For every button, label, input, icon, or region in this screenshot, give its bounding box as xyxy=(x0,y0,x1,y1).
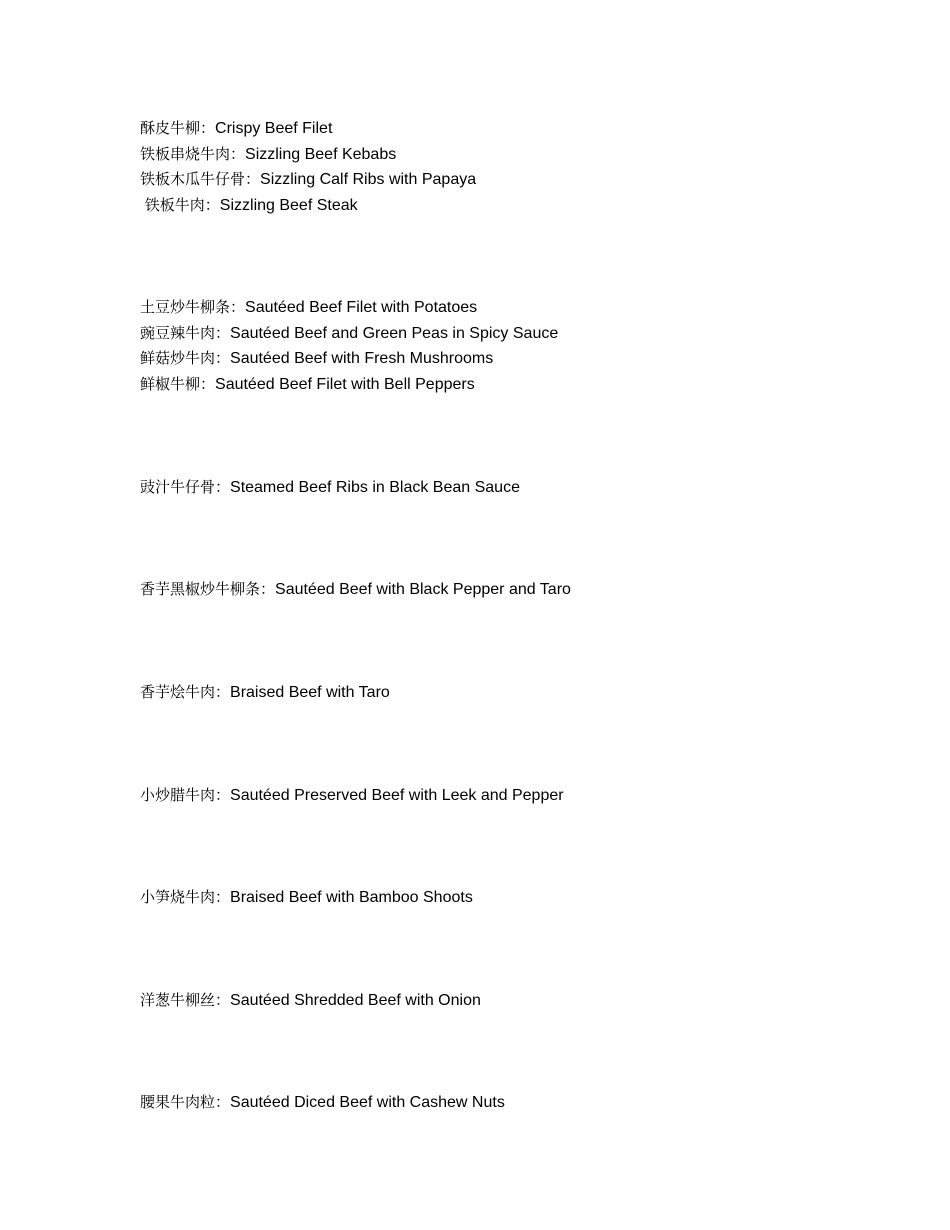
dish-name-chinese: 腰果牛肉粒： xyxy=(140,1093,231,1111)
dish-name-english: Sautéed Beef Filet with Bell Peppers xyxy=(215,376,475,393)
menu-item xyxy=(140,785,564,806)
menu-item xyxy=(140,682,390,703)
dish-name-english: Sizzling Calf Ribs with Papaya xyxy=(260,171,477,188)
dish-name-english: Sautéed Preserved Beef with Leek and Pepper xyxy=(230,787,564,804)
menu-item xyxy=(140,1092,505,1113)
menu-item xyxy=(140,144,396,165)
dish-name-english: Sautéed Beef Filet with Potatoes xyxy=(245,299,478,316)
dish-name-english: Sautéed Diced Beef with Cashew Nuts xyxy=(230,1094,505,1111)
dish-name-english: Steamed Beef Ribs in Black Bean Sauce xyxy=(230,479,520,496)
dish-name-english: Sautéed Shredded Beef with Onion xyxy=(230,992,481,1009)
dish-name-chinese: 鲜椒牛柳： xyxy=(140,375,216,393)
dish-name-english: Sautéed Beef and Green Peas in Spicy Sauce xyxy=(230,325,559,342)
menu-item xyxy=(140,579,571,600)
menu-item xyxy=(140,323,558,344)
menu-item xyxy=(140,195,358,216)
menu-item xyxy=(140,887,473,908)
dish-name-chinese: 香芋烩牛肉： xyxy=(140,683,231,701)
dish-name-chinese: 鲜菇炒牛肉： xyxy=(140,349,231,367)
dish-name-english: Braised Beef with Bamboo Shoots xyxy=(230,889,473,906)
menu-item xyxy=(140,348,493,369)
dish-name-chinese: 洋葱牛柳丝： xyxy=(140,991,231,1009)
dish-name-chinese: 铁板牛肉： xyxy=(140,196,220,214)
dish-name-chinese: 香芋黑椒炒牛柳条： xyxy=(140,580,276,598)
dish-name-chinese: 豌豆辣牛肉： xyxy=(140,324,231,342)
menu-item xyxy=(140,477,520,498)
dish-name-english: Crispy Beef Filet xyxy=(215,120,333,137)
dish-name-chinese: 小炒腊牛肉： xyxy=(140,786,231,804)
dish-name-english: Sizzling Beef Kebabs xyxy=(245,146,397,163)
menu-item xyxy=(140,374,475,395)
dish-name-chinese: 小笋烧牛肉： xyxy=(140,888,231,906)
dish-name-english: Sizzling Beef Steak xyxy=(219,197,358,214)
menu-item xyxy=(140,118,332,139)
dish-name-english: Sautéed Beef with Fresh Mushrooms xyxy=(230,350,494,367)
dish-name-chinese: 豉汁牛仔骨： xyxy=(140,478,231,496)
dish-name-chinese: 铁板木瓜牛仔骨： xyxy=(140,170,261,188)
menu-item xyxy=(140,297,477,318)
menu-item xyxy=(140,169,476,190)
menu-item xyxy=(140,990,481,1011)
dish-name-chinese: 铁板串烧牛肉： xyxy=(140,145,246,163)
dish-name-english: Braised Beef with Taro xyxy=(230,684,390,701)
dish-name-english: Sautéed Beef with Black Pepper and Taro xyxy=(275,581,571,598)
dish-name-chinese: 土豆炒牛柳条： xyxy=(140,298,246,316)
dish-name-chinese: 酥皮牛柳： xyxy=(140,119,216,137)
